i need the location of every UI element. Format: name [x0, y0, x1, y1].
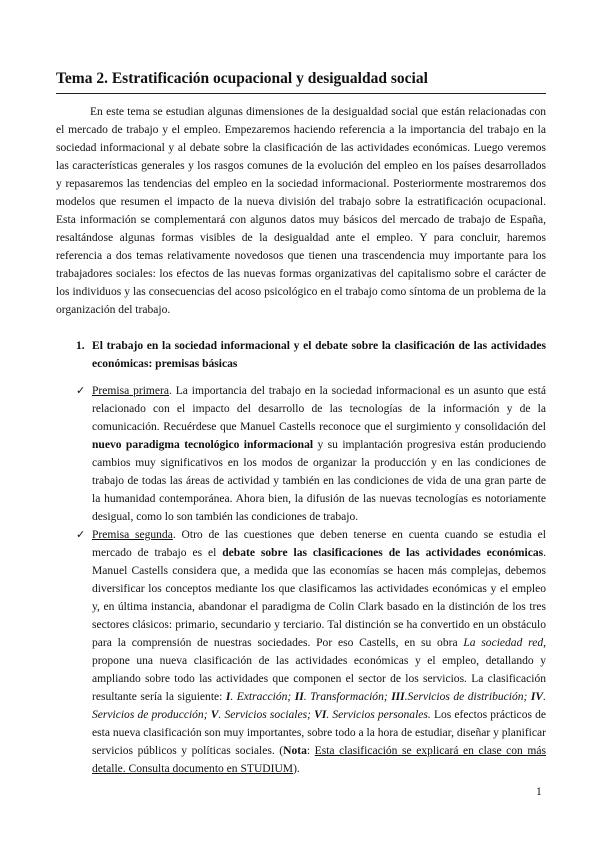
book-title: La sociedad red [463, 637, 544, 649]
note-link: Esta clasificación se explicará en clase con más detalle. Consulta documento en STUDIUM [92, 745, 546, 775]
checkmark-icon: ✓ [76, 384, 86, 397]
premise-2-label: Premisa segunda [92, 529, 173, 541]
page-number: 1 [536, 786, 542, 798]
premise-1-label: Premisa primera [92, 385, 169, 397]
premise-1-emphasis: nuevo paradigma tecnológico informacional [92, 439, 314, 451]
premise-2-emphasis: debate sobre las clasificaciones de las actividades económicas [222, 547, 544, 559]
section-title: El trabajo en la sociedad informacional y el debate sobre la clasificación de las actividades económicas: premisas básicas [92, 340, 546, 370]
note-label: Nota [283, 745, 307, 757]
premise-item-1 [76, 382, 546, 526]
title-underline [56, 93, 546, 94]
premise-2-text: Premisa segunda. Otro de las cuestiones que deben tenerse en cuenta cuando se estudia el mercado de trabajo es el debate sobre las clasificaciones de las actividades económicas. Manuel Castells considera que, a medida que las economías se hacen más complejas, debemos diversificar los conceptos mediante los que clasificamos las actividades económicas y el empleo y, en última instancia, abandonar el paradigma de Colin Clark basado en la distinción de los tres sectores clásicos: primario, secundario y terciario. Tal distinción se ha convertido en un obstáculo para la comprensión de nuestras sociedades. Por eso Castells, en su obra La sociedad red, propone una nueva clasificación de las actividades económicas y el empleo, detallando y ampliando sobre todo las actividades que componen el sector de los servicios. La clasificación resultante sería la siguiente: I. Extracción; II. Transformación; III.Servicios de distribución; IV. Servicios de producción; V. Servicios sociales; VI. Servicios personales. Los efectos prácticos de esta nueva clasificación son muy importantes, sobre todo a la hora de estudiar, diseñar y planificar servicios públicos y políticas sociales. (Nota: Esta clasificación se explicará en clase con más detalle. Consulta documento en STUDIUM). [92, 529, 547, 775]
intro-paragraph: En este tema se estudian algunas dimensiones de la desigualdad social que están relacionadas con el mercado de trabajo y el empleo. Empezaremos haciendo referencia a la importancia del trabajo en la sociedad informacional y al debate sobre la clasificación de las actividades económicas. Luego veremos las características generales y los rasgos comunes de la evolución del empleo en los países desarrollados y repasaremos las tendencias del empleo en la sociedad informacional. Posteriormente mostraremos dos modelos que resumen el impacto de la nueva división del trabajo sobre la estratificación ocupacional. Esta información se complementará con algunos datos muy básicos del mercado de trabajo de España, resaltándose algunas formas visibles de la desigualdad ante el empleo. Y para concluir, haremos referencia a dos temas relativamente novedosos que tienen una trascendencia muy importante para los trabajadores sociales: los efectos de las nuevas formas organizativas del capitalismo sobre el carácter de los individuos y las consecuencias del acoso psicológico en el trabajo como síntoma de un problema de la organización del trabajo. [56, 106, 546, 316]
checkmark-icon: ✓ [76, 528, 86, 541]
section-number: 1. [76, 340, 85, 352]
premise-item-2 [76, 526, 546, 778]
section-heading [76, 337, 546, 373]
premise-1-text: Premisa primera. La importancia del trabajo en la sociedad informacional es un asunto que está relacionado con el impacto del desarrollo de las tecnologías de la información y de la comunicación. Recuérdese que Manuel Castells reconoce que el surgimiento y consolidación del nuevo paradigma tecnológico informacional y su implantación progresiva están produciendo cambios muy significativos en los modos de organizar la producción y en las condiciones de trabajo de todas las áreas de actividad y también en las condiciones de vida de una gran parte de la humanidad contemporánea. Ahora bien, la difusión de las nuevas tecnologías es notoriamente desigual, como lo son también las condiciones de trabajo. [92, 385, 547, 523]
page-title: Tema 2. Estratificación ocupacional y desigualdad social [56, 70, 428, 87]
